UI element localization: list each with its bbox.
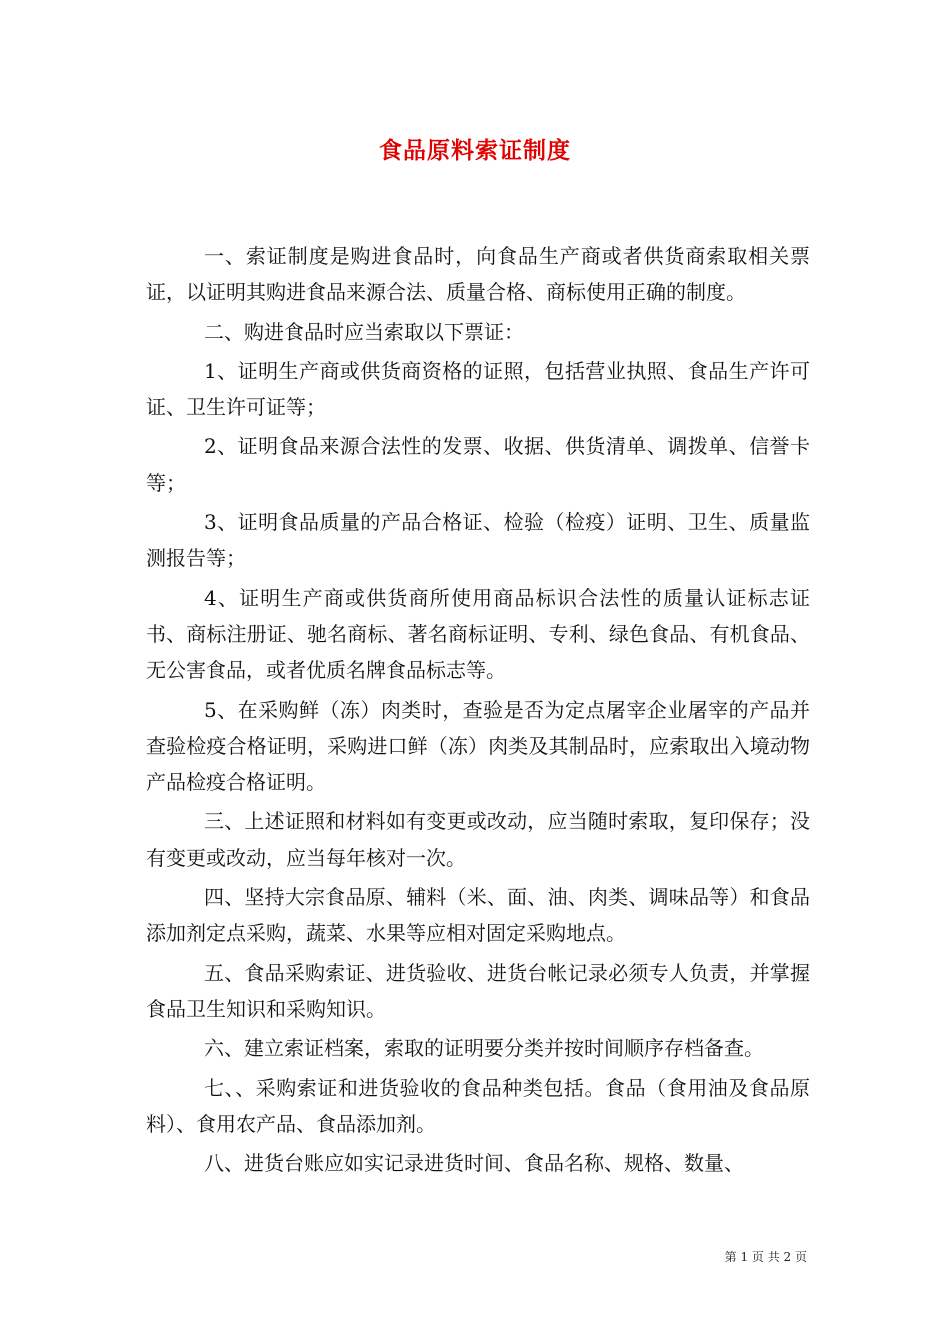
paragraph-5: 3、证明食品质量的产品合格证、检验（检疫）证明、卫生、质量监测报告等；	[146, 510, 810, 571]
paragraph-10: 五、食品采购索证、进货验收、进货台帐记录必须专人负责，并掌握食品卫生知识和采购知识。	[146, 960, 810, 1021]
paragraph-13: 八、进货台账应如实记录进货时间、食品名称、规格、数量、	[204, 1151, 744, 1176]
paragraph-12: 七、、采购索证和进货验收的食品种类包括。食品（食用油及食品原料）、食用农产品、食品添加剂。	[146, 1075, 810, 1136]
document-title: 食品原料索证制度	[379, 137, 571, 164]
paragraph-9: 四、坚持大宗食品原、辅料（米、面、油、肉类、调味品等）和食品添加剂定点采购，蔬菜、水果等应相对固定采购地点。	[146, 885, 810, 946]
paragraph-2: 二、购进食品时应当索取以下票证：	[204, 319, 524, 344]
paragraph-11: 六、建立索证档案，索取的证明要分类并按时间顺序存档备查。	[204, 1036, 764, 1061]
paragraph-4: 2、证明食品来源合法性的发票、收据、供货清单、调拨单、信誉卡等；	[146, 434, 810, 495]
paragraph-8: 三、上述证照和材料如有变更或改动，应当随时索取，复印保存；没有变更或改动，应当每年核对一次。	[146, 809, 810, 870]
paragraph-6: 4、证明生产商或供货商所使用商品标识合法性的质量认证标志证书、商标注册证、驰名商标、著名商标证明、专利、绿色食品、有机食品、无公害食品，或者优质名牌食品标志等。	[146, 585, 810, 683]
paragraph-1: 一、索证制度是购进食品时，向食品生产商或者供货商索取相关票证，以证明其购进食品来源合法、质量合格、商标使用正确的制度。	[146, 244, 810, 305]
document-body	[146, 238, 810, 1184]
paragraph-3: 1、证明生产商或供货商资格的证照，包括营业执照、食品生产许可证、卫生许可证等；	[146, 358, 810, 420]
paragraph-7: 5、在采购鲜（冻）肉类时，查验是否为定点屠宰企业屠宰的产品并查验检疫合格证明，采购进口鲜（冻）肉类及其制品时，应索取出入境动物产品检疫合格证明。	[146, 697, 810, 795]
page-number-footer: 第 1 页 共 2 页	[724, 1250, 807, 1264]
